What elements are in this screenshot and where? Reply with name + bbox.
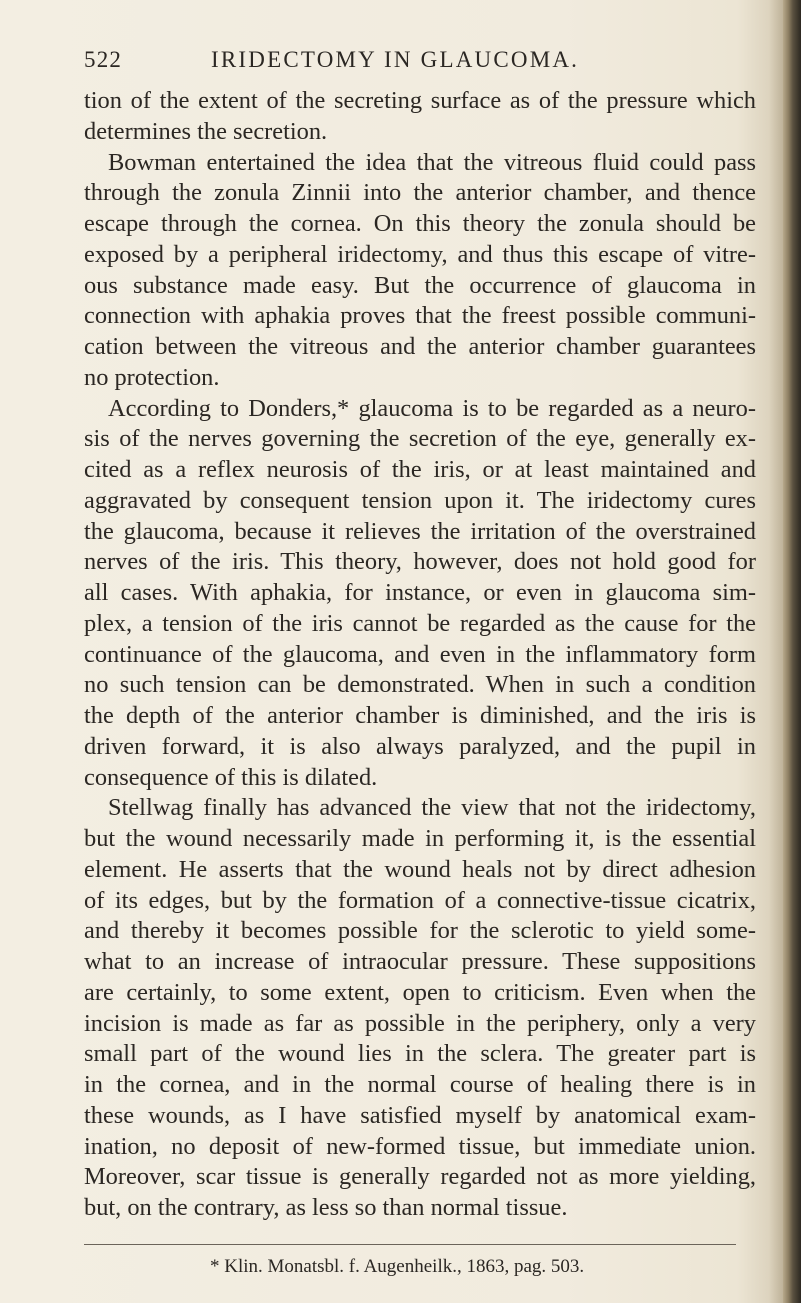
footnote-divider [84, 1244, 736, 1245]
text-line: cation between the vitreous and the anterior chamber guarantees [84, 333, 756, 360]
text-line: ous substance made easy. But the occurrence of glaucoma in [84, 271, 756, 299]
footnote: * Klin. Monatsbl. f. Augenheilk., 1863, pag. 503. [210, 1256, 585, 1277]
text-line: connection with aphakia proves that the freest possible communi- [84, 302, 756, 330]
page-gutter-shadow [769, 0, 783, 1303]
text-line: no protection. [84, 363, 220, 391]
text-line: no such tension can be demonstrated. When in such a condition [84, 671, 756, 699]
text-line: nerves of the iris. This theory, however, does not hold good for [84, 548, 756, 576]
text-line: these wounds, as I have satisfied myself by anatomical exam- [84, 1101, 756, 1129]
text-line: what to an increase of intraocular pressure. These suppositions [84, 948, 756, 975]
text-line: Moreover, scar tissue is generally regarded not as more yielding, [84, 1163, 756, 1191]
text-line: determines the secretion. [84, 117, 328, 145]
text-line: in the cornea, and in the normal course of healing there is in [84, 1071, 756, 1098]
text-line: ination, no deposit of new-formed tissue, but immediate union. [84, 1132, 756, 1160]
text-line: the depth of the anterior chamber is diminished, and the iris is [84, 702, 756, 729]
text-line: sis of the nerves governing the secretion of the eye, generally ex- [84, 425, 756, 453]
text-line: cited as a reflex neurosis of the iris, or at least maintained and [84, 456, 756, 483]
text-line: consequence of this is dilated. [84, 763, 378, 791]
text-line: continuance of the glaucoma, and even in the inflammatory form [84, 640, 756, 668]
text-line: driven forward, it is also always paralyzed, and the pupil in [84, 732, 756, 760]
text-line: all cases. With aphakia, for instance, or even in glaucoma sim- [84, 579, 756, 606]
page-number: 522 [84, 47, 123, 72]
book-binding-edge [783, 0, 801, 1303]
text-line: Bowman entertained the idea that the vitreous fluid could pass [108, 148, 756, 176]
text-line: tion of the extent of the secreting surface as of the pressure which [84, 87, 756, 114]
running-head [84, 47, 724, 77]
text-line: incision is made as far as possible in the periphery, only a very [84, 1009, 756, 1037]
text-line: escape through the cornea. On this theory the zonula should be [84, 210, 756, 237]
text-line: through the zonula Zinnii into the anterior chamber, and thence [84, 179, 756, 207]
text-line: Stellwag finally has advanced the view that not the iridectomy, [108, 794, 756, 822]
running-head-title: IRIDECTOMY IN GLAUCOMA. [211, 47, 580, 72]
text-line: of its edges, but by the formation of a connective-tissue cicatrix, [84, 886, 756, 914]
text-line: but, on the contrary, as less so than normal tissue. [84, 1194, 568, 1221]
text-line: According to Donders,* glaucoma is to be regarded as a neuro- [108, 394, 756, 422]
text-line: aggravated by consequent tension upon it. The iridectomy cures [84, 486, 756, 514]
text-line: the glaucoma, because it relieves the irritation of the overstrained [84, 517, 756, 545]
text-line: but the wound necessarily made in performing it, is the essential [84, 825, 756, 852]
body-text [84, 86, 756, 1224]
text-line: and thereby it becomes possible for the sclerotic to yield some- [84, 917, 756, 945]
text-line: plex, a tension of the iris cannot be regarded as the cause for the [84, 609, 756, 637]
text-line: are certainly, to some extent, open to criticism. Even when the [84, 978, 756, 1006]
text-line: small part of the wound lies in the sclera. The greater part is [84, 1040, 756, 1068]
text-line: exposed by a peripheral iridectomy, and thus this escape of vitre- [84, 240, 756, 268]
text-line: element. He asserts that the wound heals not by direct adhesion [84, 855, 756, 883]
